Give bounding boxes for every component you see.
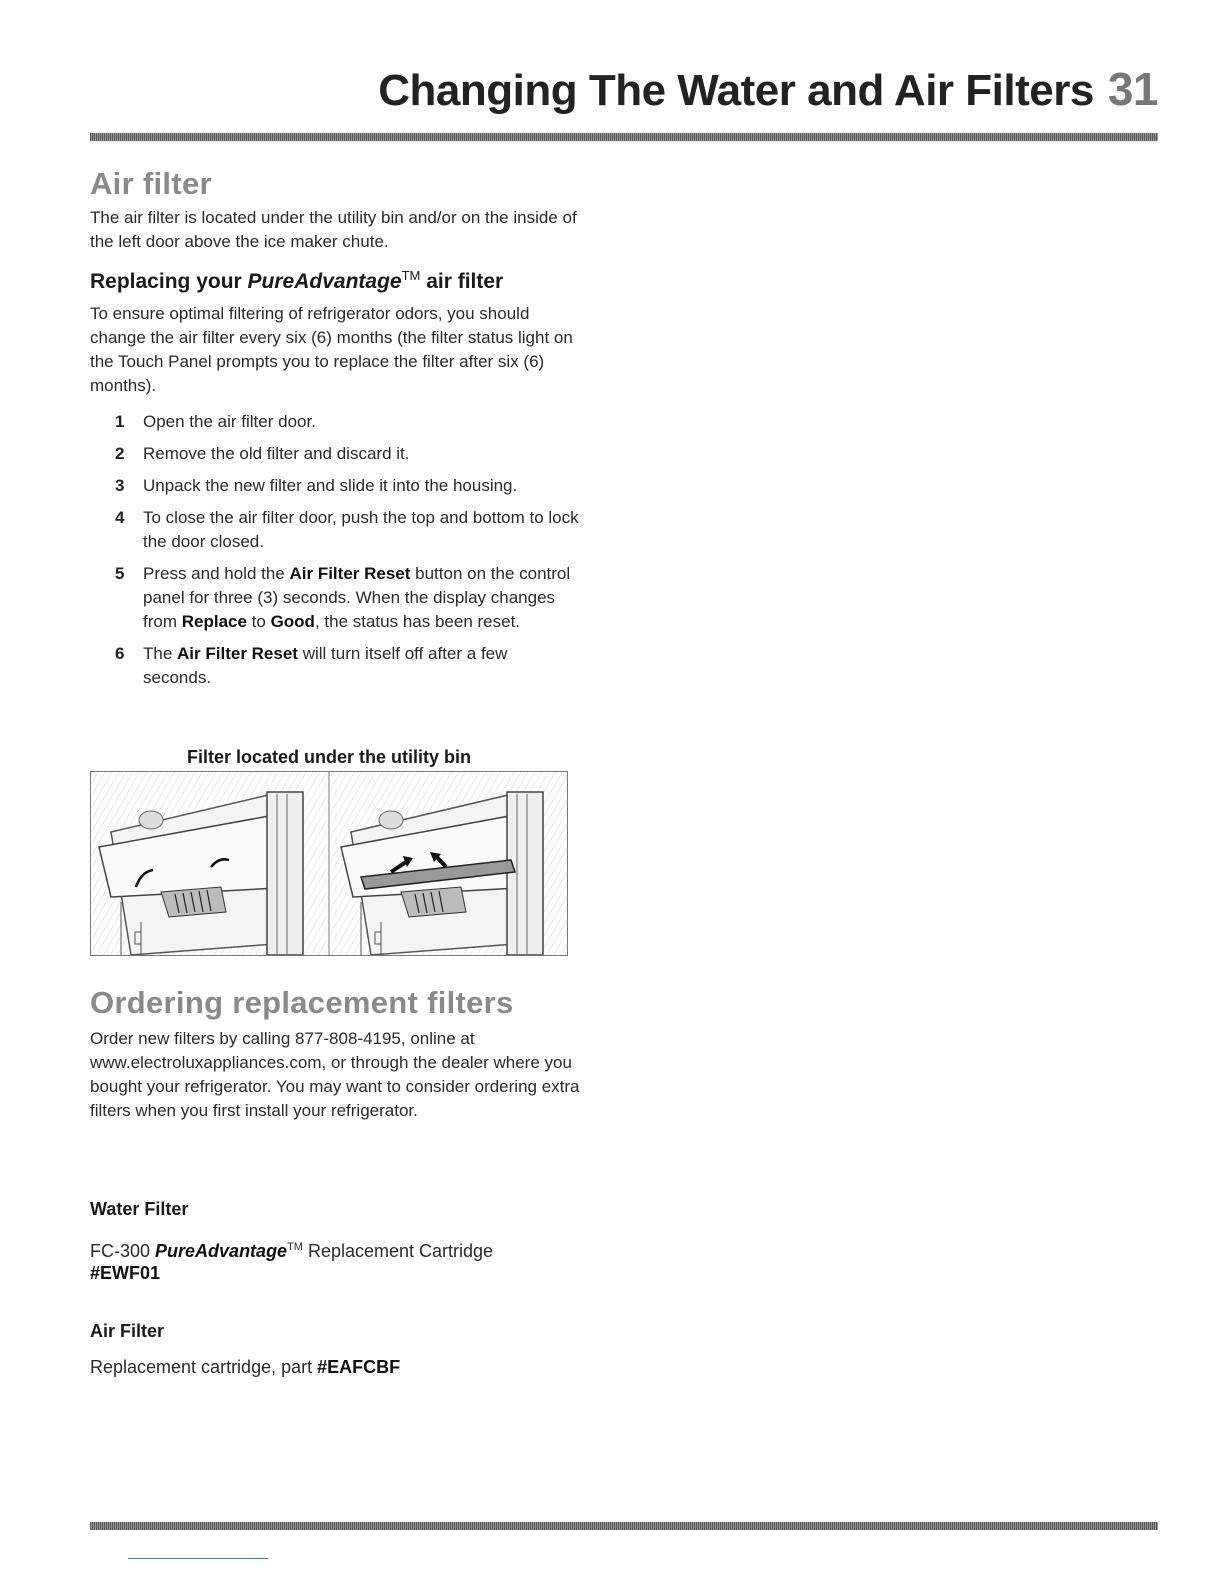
utility-bin-illustration <box>90 771 568 956</box>
replace-term: Replace <box>181 612 247 631</box>
step-text: Unpack the new filter and slide it into the housing. <box>143 476 518 495</box>
water-filter-desc <box>90 1236 580 1284</box>
page-title-text: Changing The Water and Air Filters <box>378 66 1094 115</box>
step-text-4: , the status has been reset. <box>314 612 521 631</box>
air-filter-reset-term: Air Filter Reset <box>177 644 298 663</box>
step-text-1: Press and hold the <box>143 564 290 583</box>
header-rule <box>90 133 1158 141</box>
panel-filter-slide-in <box>329 772 567 955</box>
step-item <box>90 506 580 554</box>
step-item <box>90 562 580 634</box>
step-number: 1 <box>115 412 125 431</box>
step-number: 3 <box>115 476 125 495</box>
step-text: Open the air filter door. <box>143 412 316 431</box>
replacing-text: To ensure optimal filtering of refrigerator odors, you should change the air filter every six (6) months (the filter status light on the Touch Panel prompts you to replace the filter after six (6) months). <box>90 304 573 395</box>
air-filter-section <box>90 166 580 698</box>
air-filter-intro: The air filter is located under the utility bin and/or on the inside of the left door above the ice maker chute. <box>90 208 577 251</box>
step-text-3: to <box>246 612 271 631</box>
step-text-2: button on the control panel for three (3) seconds. When the display changes from <box>143 564 571 631</box>
water-filter-part: #EWF01 <box>90 1263 161 1283</box>
water-filter-tm: TM <box>287 1241 303 1253</box>
step-item <box>90 410 580 434</box>
water-filter-prefix: FC-300 <box>90 1241 156 1261</box>
panel-filter-door-closed <box>91 772 327 955</box>
page-number: 31 <box>1107 63 1158 115</box>
step-item <box>90 642 580 690</box>
air-filter-order-part: #EAFCBF <box>317 1357 401 1377</box>
step-text: To close the air filter door, push the top and bottom to lock the door closed. <box>143 508 579 551</box>
air-filter-order-desc <box>90 1356 580 1378</box>
air-filter-order-label: Air Filter <box>90 1321 165 1341</box>
step-number: 6 <box>115 644 125 663</box>
air-filter-order-text: Replacement cartridge, part <box>90 1357 318 1377</box>
step-number: 2 <box>115 444 125 463</box>
air-filter-order-block <box>90 1321 580 1378</box>
step-item <box>90 474 580 498</box>
steps-list <box>90 410 580 690</box>
replacing-heading-suffix: air filter <box>420 270 504 293</box>
page-title <box>378 62 1158 116</box>
step-number: 4 <box>115 508 125 527</box>
figure-caption: Filter located under the utility bin <box>186 747 472 767</box>
good-term: Good <box>270 612 315 631</box>
ordering-heading: Ordering replacement filters <box>90 985 514 1020</box>
water-filter-label: Water Filter <box>90 1199 189 1219</box>
step-number: 5 <box>115 564 125 583</box>
water-filter-block <box>90 1199 580 1284</box>
step-text: Remove the old filter and discard it. <box>143 444 410 463</box>
ordering-section <box>90 985 590 1123</box>
footer-link-line <box>128 1558 268 1559</box>
step-text-2: will turn itself off after a few seconds. <box>143 644 508 687</box>
step-text-1: The <box>143 644 178 663</box>
replacing-heading-prefix: Replacing your <box>90 270 248 293</box>
water-filter-brand: PureAdvantage <box>155 1241 288 1261</box>
water-filter-suffix: Replacement Cartridge <box>302 1241 494 1261</box>
illustration-svg <box>91 772 567 955</box>
air-filter-reset-term: Air Filter Reset <box>289 564 411 583</box>
replacing-heading-tm: TM <box>401 268 421 283</box>
step-item <box>90 442 580 466</box>
air-filter-heading: Air filter <box>90 166 212 201</box>
footer-rule <box>90 1522 1158 1530</box>
ordering-text: Order new filters by calling 877-808-4195, online at www.electroluxappliances.com, or through the dealer where you bought your refrigerator. You may want to consider ordering extra filters when you first install your refrigerator. <box>90 1029 580 1120</box>
replacing-heading <box>90 268 580 294</box>
replacing-heading-brand: PureAdvantage <box>247 270 402 293</box>
